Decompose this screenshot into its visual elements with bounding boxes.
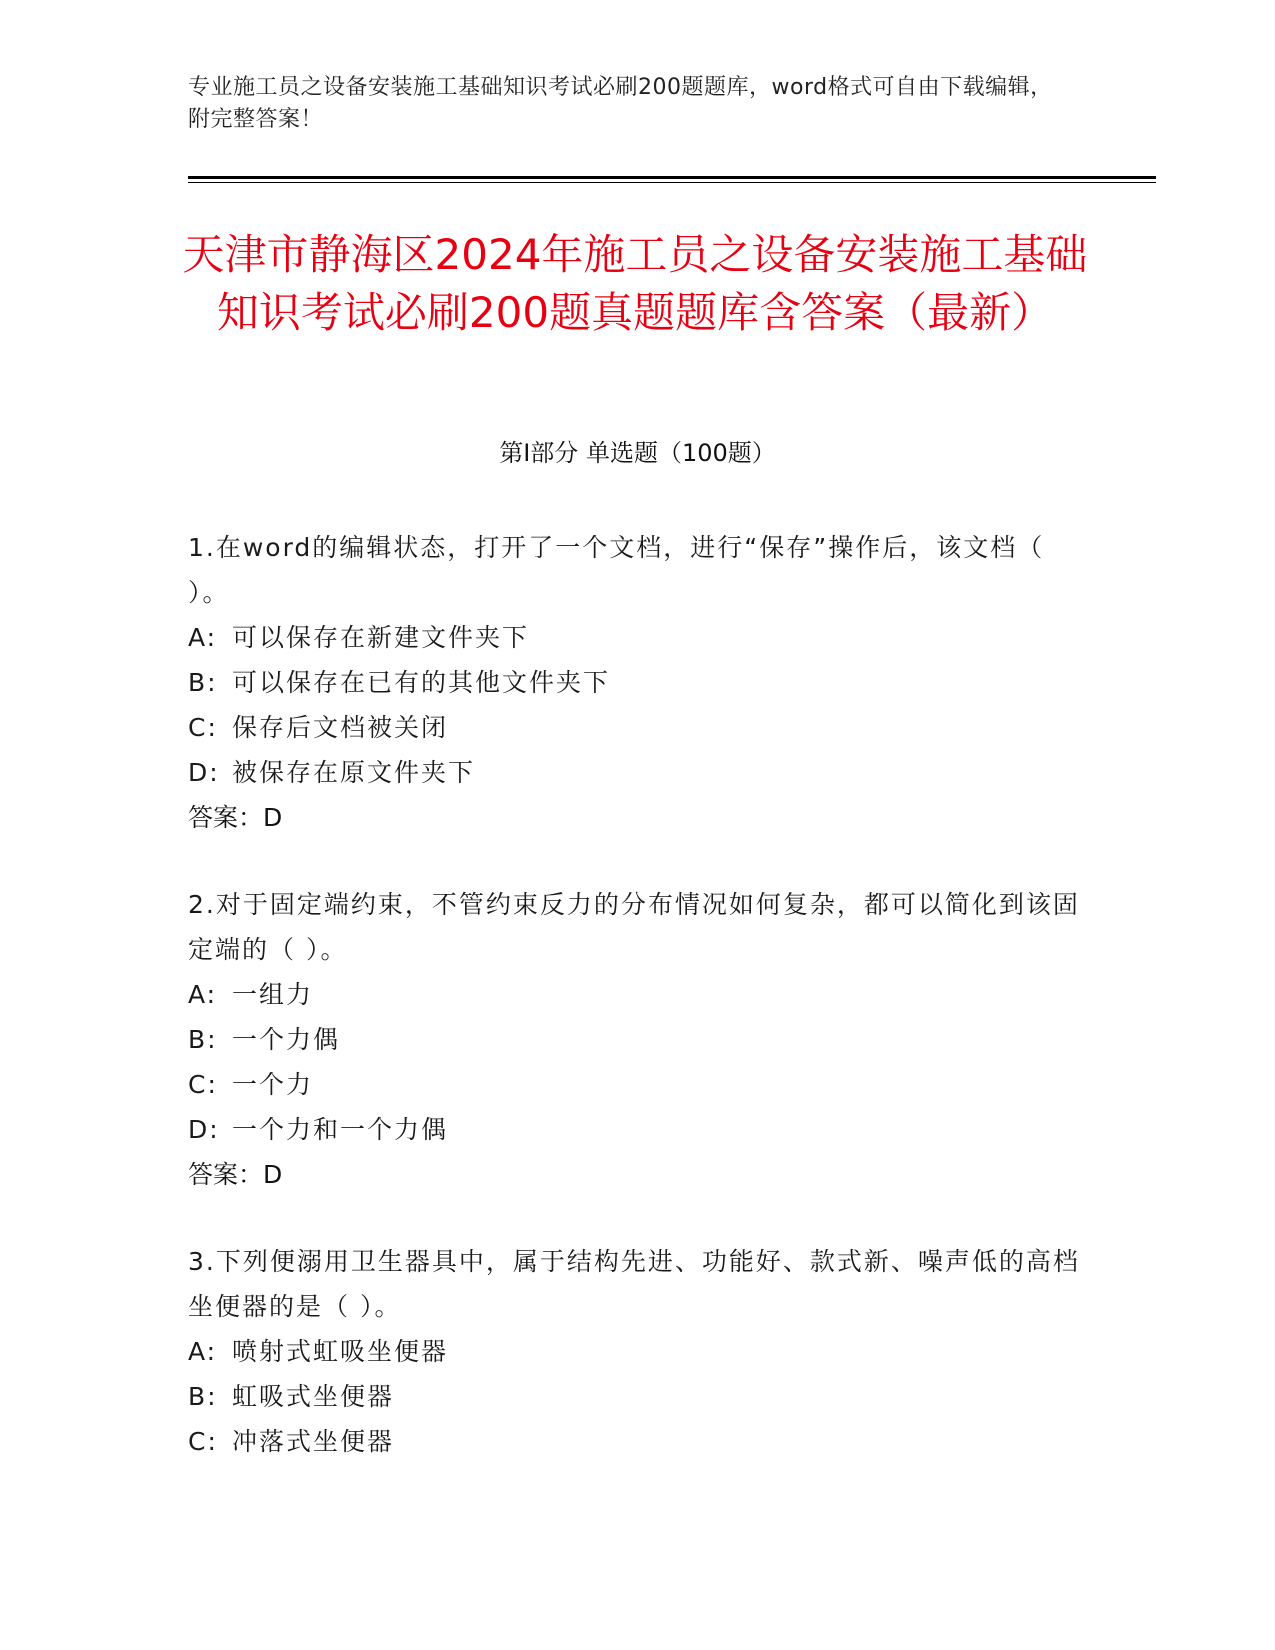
answer-line: 答案：D	[188, 1160, 283, 1189]
option-text: 一个力	[232, 1070, 314, 1099]
question-2	[188, 882, 1088, 1197]
option-c	[188, 1062, 1088, 1107]
header-rule-thin	[188, 182, 1156, 183]
option-text: 保存后文档被关闭	[232, 713, 449, 742]
option-text: 一个力偶	[232, 1025, 341, 1054]
option-letter: A:	[188, 980, 218, 1009]
section-heading: 第I部分 单选题（100题）	[499, 439, 776, 467]
option-letter: C:	[188, 1070, 218, 1099]
option-b	[188, 1374, 1088, 1419]
option-letter: B:	[188, 1382, 218, 1411]
option-letter: A:	[188, 1337, 218, 1366]
option-text: 虹吸式坐便器	[232, 1382, 395, 1411]
option-letter: B:	[188, 668, 218, 697]
option-letter: D:	[188, 1115, 220, 1144]
option-text: 一组力	[232, 980, 314, 1009]
option-text: 可以保存在新建文件夹下	[232, 623, 530, 652]
option-letter: B:	[188, 1025, 218, 1054]
question-stem: 3.下列便溺用卫生器具中，属于结构先进、功能好、款式新、噪声低的高档坐便器的是（ ）。	[188, 1247, 1080, 1321]
question-3	[188, 1239, 1088, 1464]
option-letter: D:	[188, 758, 220, 787]
option-c	[188, 705, 1088, 750]
question-stem: 2.对于固定端约束，不管约束反力的分布情况如何复杂，都可以简化到该固定端的（ ）。	[188, 890, 1080, 964]
option-letter: A:	[188, 623, 218, 652]
answer-line: 答案：D	[188, 803, 283, 832]
option-a	[188, 972, 1088, 1017]
option-text: 冲落式坐便器	[232, 1427, 395, 1456]
option-letter: C:	[188, 713, 218, 742]
option-a	[188, 615, 1088, 660]
option-a	[188, 1329, 1088, 1374]
option-c	[188, 1419, 1088, 1464]
option-d	[188, 1107, 1088, 1152]
question-list	[188, 525, 1088, 1506]
option-text: 被保存在原文件夹下	[232, 758, 476, 787]
question-1	[188, 525, 1088, 840]
option-d	[188, 750, 1088, 795]
option-b	[188, 1017, 1088, 1062]
option-b	[188, 660, 1088, 705]
option-text: 一个力和一个力偶	[232, 1115, 449, 1144]
option-letter: C:	[188, 1427, 218, 1456]
header-rule-thick	[188, 176, 1156, 179]
header-note: 专业施工员之设备安装施工基础知识考试必刷200题题库，word格式可自由下载编辑，附完整答案！	[188, 75, 1053, 132]
option-text: 喷射式虹吸坐便器	[232, 1337, 449, 1366]
document-title: 天津市静海区2024年施工员之设备安装施工基础知识考试必刷200题真题题库含答案（最新）	[182, 230, 1088, 337]
option-text: 可以保存在已有的其他文件夹下	[232, 668, 611, 697]
question-stem: 1.在word的编辑状态，打开了一个文档，进行“保存”操作后，该文档（ ）。	[188, 533, 1045, 607]
